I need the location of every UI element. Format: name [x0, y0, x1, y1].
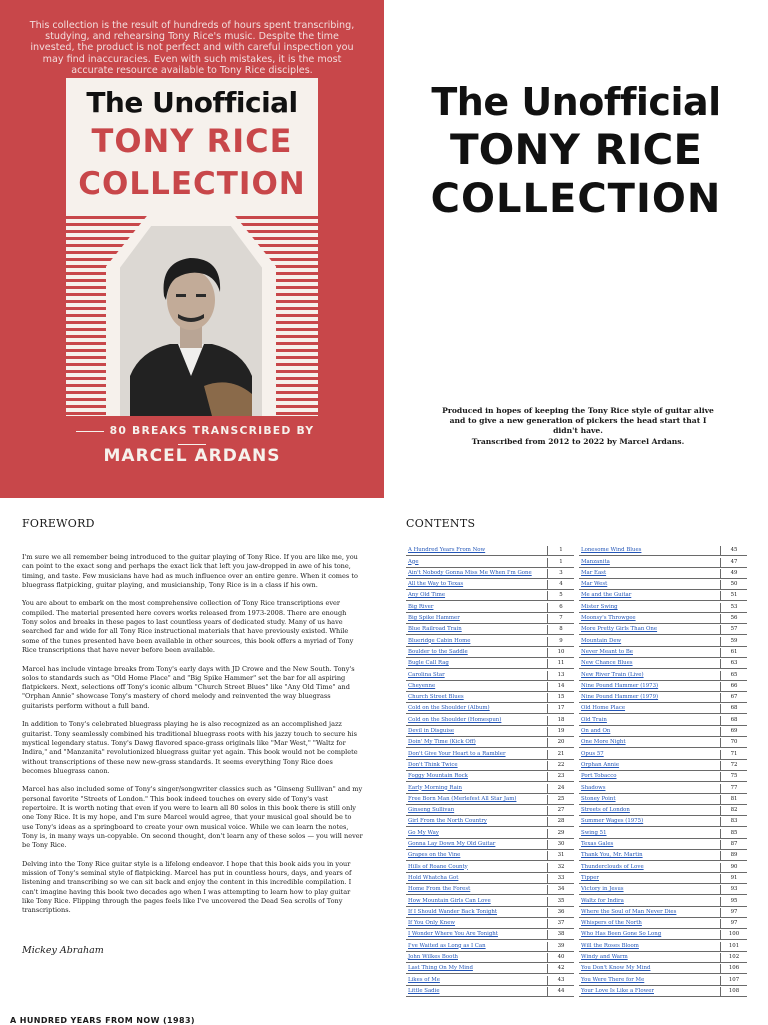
contents-page-number: 69	[730, 728, 738, 735]
title-page-transcribed-note: Transcribed from 2012 to 2022 by Marcel Ardans.	[471, 437, 685, 446]
contents-row	[579, 579, 747, 590]
cover-photo-frame	[106, 214, 276, 424]
contents-row	[406, 952, 574, 963]
contents-row	[579, 624, 747, 635]
portrait-illustration	[120, 226, 262, 416]
contents-row	[579, 658, 747, 669]
contents-row	[579, 986, 747, 997]
contents-page-number: 40	[557, 953, 565, 960]
contents-entry-link[interactable]: Orphan Annie	[579, 761, 721, 770]
contents-entry-link[interactable]: Carolina Star	[406, 671, 548, 680]
contents-page-number: 77	[730, 784, 738, 791]
contents-page-number: 61	[730, 648, 738, 655]
contents-page-number: 97	[730, 920, 738, 927]
contents-page-number: 28	[557, 818, 565, 825]
contents-entry-link[interactable]: Girl From the North Country	[406, 817, 548, 826]
contents-row	[406, 827, 574, 838]
foreword-paragraph: I'm sure we all remember being introduced to the guitar playing of Tony Rice. If you are like me, you can point to the exact song and perhaps the exact lick that left you jaw-dropped in awe of his tone, timing, and taste. Few musicians have had as much influence over an entire genre. When it comes to bluegrass flatpicking, guitar playing, and musicianship, Tony Rice is in a class if his own.	[22, 553, 358, 589]
title-page-line3: COLLECTION	[430, 176, 722, 222]
contents-entry-link[interactable]: Windy and Warm	[579, 953, 721, 962]
contents-row	[579, 861, 747, 872]
contents-row	[406, 556, 574, 567]
contents-row	[406, 986, 574, 997]
contents-page-number: 44	[557, 987, 565, 994]
contents-entry-link[interactable]: I Wonder Where You Are Tonight	[406, 930, 548, 939]
contents-entry-link[interactable]: Cold on the Shoulder (Homespun)	[406, 716, 548, 725]
contents-entry-link[interactable]: All the Way to Texas	[406, 580, 548, 589]
contents-row	[579, 782, 747, 793]
contents-entry-link[interactable]: I've Waited as Long as I Can	[406, 942, 548, 951]
contents-page-number: 81	[730, 795, 738, 802]
contents-entry-link[interactable]: Nine Pound Hammer (1973)	[579, 682, 721, 691]
contents-row	[406, 601, 574, 612]
page-footer: A HUNDRED YEARS FROM NOW (1983)	[10, 1016, 195, 1025]
contents-entry-link[interactable]: Mar East	[579, 569, 721, 578]
contents-entry-link[interactable]: Old Home Place	[579, 704, 721, 713]
contents-page-number: 20	[557, 739, 565, 746]
contents-page-number: 5	[559, 592, 563, 599]
contents-row	[406, 726, 574, 737]
contents-entry-link[interactable]: Shadows	[579, 784, 721, 793]
contents-entry-link[interactable]: New Chance Blues	[579, 659, 721, 668]
contents-entry-link[interactable]: Mountain Dew	[579, 637, 721, 646]
contents-page-number: 72	[730, 761, 738, 768]
contents-page-number: 56	[730, 615, 738, 622]
cover-title-line3: COLLECTION	[78, 166, 306, 202]
contents-page-number: 97	[730, 908, 738, 915]
contents-page-number: 25	[557, 795, 565, 802]
contents-row	[579, 827, 747, 838]
contents-page-number: 37	[557, 920, 565, 927]
contents-entry-link[interactable]: Mar West	[579, 580, 721, 589]
contents-page-number: 82	[730, 807, 738, 814]
contents-page-number: 21	[557, 750, 565, 757]
contents-row	[406, 681, 574, 692]
contents-row	[406, 974, 574, 985]
contents-entry-link[interactable]: Blueridge Cabin Home	[406, 637, 548, 646]
contents-entry-link[interactable]: John Wilkes Booth	[406, 953, 548, 962]
contents-row	[406, 918, 574, 929]
contents-page-number: 57	[730, 626, 738, 633]
contents-row	[579, 805, 747, 816]
contents-entry-link[interactable]: Blue Railroad Train	[406, 625, 548, 634]
contents-entry-link[interactable]: Hold Whatcha Got	[406, 874, 548, 883]
foreword-body	[22, 553, 364, 925]
contents-page-number: 13	[557, 671, 565, 678]
contents-page-number: 51	[730, 592, 738, 599]
contents-row	[579, 873, 747, 884]
contents-row	[406, 635, 574, 646]
contents-page-number: 32	[557, 863, 565, 870]
contents-entry-link[interactable]: Lonesome Wind Blues	[579, 546, 721, 555]
contents-row	[579, 590, 747, 601]
foreword-paragraph: Marcel has include vintage breaks from Tony's early days with JD Crowe and the New South. Tony's solos to standards such as "Old Home Place" and "Big Spike Hammer" set the bar for all aspiring flatpickers. Next, selections off Tony's iconic album "Church Street Blues" like "Any Old Time" and "Orphan Annie" showcase Tony's mastery of chord melody and reinvented the way bluegrass guitarists perform without a full band.	[22, 664, 355, 710]
contents-page-number: 89	[730, 852, 738, 859]
contents-page-number: 65	[730, 671, 738, 678]
contents-entry-link[interactable]: Will the Roses Bloom	[579, 942, 721, 951]
contents-page-number: 63	[730, 660, 738, 667]
contents-page-number: 29	[557, 829, 565, 836]
title-page-line2: TONY RICE	[449, 125, 703, 174]
contents-entry-link[interactable]: Home From the Forest	[406, 885, 548, 894]
contents-entry-link[interactable]: Little Sadie	[406, 987, 548, 996]
contents-page-number: 49	[730, 569, 738, 576]
contents-entry-link[interactable]: Don't Think Twice	[406, 761, 548, 770]
contents-entry-link[interactable]: Cold on the Shoulder (Album)	[406, 704, 548, 713]
contents-heading: CONTENTS	[406, 517, 476, 530]
contents-page-number: 23	[557, 773, 565, 780]
contents-row	[579, 963, 747, 974]
contents-page-number: 47	[730, 558, 738, 565]
contents-column-left	[406, 545, 574, 997]
contents-column-right	[579, 545, 747, 997]
title-page-line1: The Unofficial	[431, 80, 721, 124]
contents-row	[579, 918, 747, 929]
contents-entry-link[interactable]: Grapes on the Vine	[406, 851, 548, 860]
contents-entry-link[interactable]: Any Old Time	[406, 591, 548, 600]
contents-page-number: 10	[557, 648, 565, 655]
contents-entry-link[interactable]: Nine Pound Hammer (1979)	[579, 693, 721, 702]
contents-row	[406, 929, 574, 940]
contents-entry-link[interactable]: Thunderclouds of Love	[579, 863, 721, 872]
contents-page-number: 68	[730, 705, 738, 712]
contents-row	[579, 647, 747, 658]
contents-entry-link[interactable]: Victory in Jesus	[579, 885, 721, 894]
contents-row	[579, 929, 747, 940]
contents-page-number: 107	[728, 976, 740, 983]
contents-row	[406, 658, 574, 669]
contents-entry-link[interactable]: Port Tobacco	[579, 772, 721, 781]
contents-row	[406, 760, 574, 771]
contents-page-number: 45	[730, 547, 738, 554]
contents-page-number: 85	[730, 829, 738, 836]
contents-page-number: 31	[557, 852, 565, 859]
contents-page-number: 18	[557, 716, 565, 723]
contents-row	[406, 624, 574, 635]
contents-row	[579, 748, 747, 759]
contents-page-number: 90	[730, 863, 738, 870]
contents-page-number: 11	[557, 660, 565, 667]
contents-page-number: 19	[557, 728, 565, 735]
contents-entry-link[interactable]: Thank You, Mr. Martin	[579, 851, 721, 860]
contents-entry-link[interactable]: Devil in Disguise	[406, 727, 548, 736]
contents-row	[406, 771, 574, 782]
cover-disclaimer: This collection is the result of hundreds of hours spent transcribing, studying, and rehearsing Tony Rice's music. Despite the time invested, the product is not perfect and with careful inspection you may find inaccuracies. Even with such mistakes, it is the most accurate resource available to Tony Rice disciples.	[29, 20, 355, 76]
contents-entry-link[interactable]: You Don't Know My Mind	[579, 964, 721, 973]
contents-page-number: 106	[728, 965, 740, 972]
contents-row	[406, 861, 574, 872]
contents-row	[406, 568, 574, 579]
contents-row	[579, 737, 747, 748]
contents-page-number: 36	[557, 908, 565, 915]
contents-row	[579, 895, 747, 906]
contents-entry-link[interactable]: Who Has Been Gone So Long	[579, 930, 721, 939]
contents-page-number: 1	[559, 558, 563, 565]
contents-entry-link[interactable]: On and On	[579, 727, 721, 736]
contents-page-number: 7	[559, 615, 563, 622]
contents-page-number: 101	[728, 942, 740, 949]
contents-entry-link[interactable]: Manzanita	[579, 558, 721, 567]
contents-entry-link[interactable]: Opus 57	[579, 750, 721, 759]
contents-row	[406, 748, 574, 759]
contents-row	[406, 907, 574, 918]
contents-page-number: 22	[557, 761, 565, 768]
contents-entry-link[interactable]: One More Night	[579, 738, 721, 747]
contents-page-number: 75	[730, 773, 738, 780]
contents-row	[579, 850, 747, 861]
contents-page-number: 1	[559, 547, 563, 554]
contents-entry-link[interactable]: Tipper	[579, 874, 721, 883]
contents-page-number: 14	[557, 682, 565, 689]
contents-entry-link[interactable]: Early Morning Rain	[406, 784, 548, 793]
contents-row	[579, 952, 747, 963]
contents-entry-link[interactable]: Ginseng Sullivan	[406, 806, 548, 815]
contents-row	[579, 703, 747, 714]
contents-row	[406, 714, 574, 725]
contents-entry-link[interactable]: Bugle Call Rag	[406, 659, 548, 668]
contents-row	[579, 545, 747, 556]
contents-entry-link[interactable]: You Were There for Me	[579, 976, 721, 985]
contents-row	[406, 590, 574, 601]
contents-entry-link[interactable]: Hills of Roane County	[406, 863, 548, 872]
contents-page-number: 68	[730, 716, 738, 723]
contents-row	[406, 895, 574, 906]
contents-row	[579, 635, 747, 646]
contents-entry-link[interactable]: New River Train (Live)	[579, 671, 721, 680]
contents-page-number: 38	[557, 931, 565, 938]
contents-row	[579, 794, 747, 805]
contents-page-number: 42	[557, 965, 565, 972]
contents-row	[579, 726, 747, 737]
contents-row	[406, 782, 574, 793]
contents-row	[406, 579, 574, 590]
contents-page-number: 30	[557, 841, 565, 848]
contents-page-number: 35	[557, 897, 565, 904]
contents-entry-link[interactable]: Foggy Mountain Rock	[406, 772, 548, 781]
contents-page-number: 71	[730, 750, 738, 757]
contents-entry-link[interactable]: Waltz for Indira	[579, 897, 721, 906]
contents-page-number: 50	[730, 581, 738, 588]
foreword-paragraph: Delving into the Tony Rice guitar style is a lifelong endeavor. I hope that this book aids you in your mission of Tony's seminal style of flatpicking. Marcel has put in countless hours, days, and years of listening and transcribing so we can sit back and enjoy the content in this incredible compilation. I can't imagine having this book two decades ago when I was attempting to learn how to play guitar like Tony Rice. Flipping through the pages feels like I've uncovered the Dead Sea scrolls of Tony transcriptions.	[22, 859, 352, 915]
contents-entry-link[interactable]: Likes of Me	[406, 976, 548, 985]
cover-title-line2: TONY RICE	[91, 122, 293, 160]
cover-breaks-text: 80 BREAKS TRANSCRIBED BY	[109, 424, 315, 437]
foreword-signature: Mickey Abraham	[22, 945, 104, 956]
contents-page-number: 6	[559, 603, 563, 610]
cover-page	[0, 0, 384, 498]
contents-entry-link[interactable]: Whispers of the North	[579, 919, 721, 928]
contents-row	[406, 884, 574, 895]
contents-entry-link[interactable]: Gonna Lay Down My Old Guitar	[406, 840, 548, 849]
contents-row	[579, 940, 747, 951]
contents-entry-link[interactable]: How Mountain Girls Can Love	[406, 897, 548, 906]
contents-row	[579, 556, 747, 567]
contents-entry-link[interactable]: Summer Wages (1975)	[579, 817, 721, 826]
contents-row	[579, 601, 747, 612]
contents-page-number: 53	[730, 603, 738, 610]
contents-entry-link[interactable]: Never Meant to Be	[579, 648, 721, 657]
contents-page-number: 93	[730, 886, 738, 893]
foreword-paragraph: In addition to Tony's celebrated bluegrass playing he is also recognized as an accomplished jazz guitarist. Tony seamlessly combined his traditional bluegrass roots with his jazzy touch to secure his mystical legendary status. Tony's Dawg flavored space-grass originals like "Mar West," "Waltz for Indira," and "Manzanita" revolutionized bluegrass guitar yet again. This book would not be complete without transcriptions of these new new-grass standards. It seems everything Tony Rice does becomes bluegrass canon.	[22, 720, 358, 775]
contents-page-number: 33	[557, 874, 565, 881]
contents-row	[406, 703, 574, 714]
contents-entry-link[interactable]: Church Street Blues	[406, 693, 548, 702]
divider	[76, 431, 104, 432]
contents-row	[406, 963, 574, 974]
contents-entry-link[interactable]: Me and the Guitar	[579, 591, 721, 600]
contents-page-number: 17	[557, 705, 565, 712]
cover-title-line1: The Unofficial	[86, 86, 298, 119]
contents-entry-link[interactable]: If You Only Knew	[406, 919, 548, 928]
contents-page-number: 3	[559, 569, 563, 576]
contents-entry-link[interactable]: Mister Swing	[579, 603, 721, 612]
contents-row	[579, 669, 747, 680]
foreword-heading: FOREWORD	[22, 517, 95, 530]
contents-page-number: 27	[557, 807, 565, 814]
contents-page-number: 8	[559, 626, 563, 633]
contents-entry-link[interactable]: Boulder to the Saddle	[406, 648, 548, 657]
contents-row	[406, 669, 574, 680]
contents-entry-link[interactable]: Ain't Nobody Gonna Miss Me When I'm Gone	[406, 569, 548, 578]
contents-row	[579, 839, 747, 850]
contents-row	[406, 545, 574, 556]
contents-row	[579, 692, 747, 703]
contents-row	[406, 647, 574, 658]
cover-frame	[66, 78, 318, 478]
contents-row	[406, 737, 574, 748]
contents-row	[579, 714, 747, 725]
contents-row	[579, 884, 747, 895]
contents-row	[579, 568, 747, 579]
contents-entry-link[interactable]: Where the Soul of Man Never Dies	[579, 908, 721, 917]
contents-page-number: 9	[559, 637, 563, 644]
cover-author: MARCEL ARDANS	[103, 446, 281, 466]
contents-page-number: 91	[730, 874, 738, 881]
contents-entry-link[interactable]: Go My Way	[406, 829, 548, 838]
contents-page-number: 83	[730, 818, 738, 825]
contents-entry-link[interactable]: Texas Gales	[579, 840, 721, 849]
contents-entry-link[interactable]: Don't Give Your Heart to a Rambler	[406, 750, 548, 759]
contents-entry-link[interactable]: Swing 51	[579, 829, 721, 838]
cover-portrait-photo	[120, 226, 262, 416]
contents-row	[406, 692, 574, 703]
contents-entry-link[interactable]: More Pretty Girls Than One	[579, 625, 721, 634]
contents-row	[579, 681, 747, 692]
contents-row	[406, 613, 574, 624]
contents-entry-link[interactable]: Stoney Point	[579, 795, 721, 804]
contents-row	[579, 760, 747, 771]
contents-row	[406, 839, 574, 850]
contents-entry-link[interactable]: Cheyenne	[406, 682, 548, 691]
contents-entry-link[interactable]: A Hundred Years From Now	[406, 546, 548, 555]
foreword-paragraph: Marcel has also included some of Tony's singer/songwriter classics such as "Ginseng Sullivan" and my personal favorite "Streets of London." This book indeed touches on every side of Tony's vast repertoire. It is worth noting that even if you were to learn all 80 solos in this book there is still only one Tony Rice. It is my hope, and I'm sure Marcel would agree, that your musical goal should be to use Tony's ideas as a springboard to create your own musical voice. While we can learn the notes, Tony is, in many ways un-copyable. On second thought, don't learn any of these solos — you will never be Tony Rice.	[22, 785, 363, 850]
contents-entry-link[interactable]: Last Thing On My Mind	[406, 964, 548, 973]
contents-row	[579, 974, 747, 985]
contents-row	[579, 613, 747, 624]
contents-page-number: 95	[730, 897, 738, 904]
contents-page-number: 66	[730, 682, 738, 689]
contents-entry-link[interactable]: If I Should Wander Back Tonight	[406, 908, 548, 917]
contents-page-number: 108	[728, 987, 740, 994]
contents-page-number: 67	[730, 694, 738, 701]
contents-entry-link[interactable]: Your Love Is Like a Flower	[579, 987, 721, 996]
contents-page-number: 4	[559, 581, 563, 588]
contents-row	[406, 794, 574, 805]
contents-page-number: 59	[730, 637, 738, 644]
contents-page-number: 87	[730, 841, 738, 848]
contents-row	[579, 907, 747, 918]
divider	[178, 444, 206, 445]
contents-entry-link[interactable]: Big Spike Hammer	[406, 614, 548, 623]
contents-row	[406, 816, 574, 827]
contents-row	[406, 850, 574, 861]
contents-entry-link[interactable]: Age	[406, 558, 548, 567]
foreword-paragraph: You are about to embark on the most comprehensive collection of Tony Rice transcriptions ever compiled. The material presented here covers works released from 1973-2008. There are enough Tony solos and breaks in these pages to last countless years of dedicated study. Many of us have searched far and wide for all Tony Rice instructional materials that have previously existed. While some of the tunes presented have been available in other sources, this book offers a myriad of Tony Rice transcriptions that have never before been available.	[22, 599, 354, 654]
contents-page-number: 24	[557, 784, 565, 791]
contents-entry-link[interactable]: Moonsy's Throwgee	[579, 614, 721, 623]
contents-entry-link[interactable]: Doin' My Time (Kick Off)	[406, 738, 548, 747]
contents-row	[406, 805, 574, 816]
contents-page-number: 15	[557, 694, 565, 701]
contents-row	[579, 771, 747, 782]
contents-entry-link[interactable]: Free Born Man (Merlefest All Star Jam)	[406, 795, 548, 804]
title-page-produced-note: Produced in hopes of keeping the Tony Rice style of guitar alive and to give a new generation of pickers the head start that I didn't have.	[442, 406, 714, 435]
contents-page-number: 100	[728, 931, 740, 938]
contents-row	[406, 940, 574, 951]
contents-page-number: 43	[557, 976, 565, 983]
contents-entry-link[interactable]: Big River	[406, 603, 548, 612]
contents-page-number: 102	[728, 953, 740, 960]
contents-page-number: 70	[730, 739, 738, 746]
contents-entry-link[interactable]: Streets of London	[579, 806, 721, 815]
contents-entry-link[interactable]: Old Train	[579, 716, 721, 725]
contents-page-number: 34	[557, 886, 565, 893]
contents-page-number: 39	[557, 942, 565, 949]
contents-row	[579, 816, 747, 827]
contents-row	[406, 873, 574, 884]
